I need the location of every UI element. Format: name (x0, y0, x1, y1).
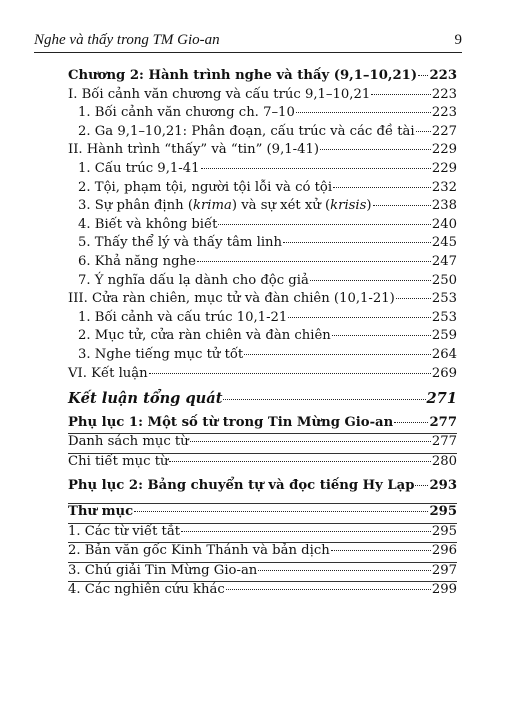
toc-entry-title: 2. Tội, phạm tội, người tội lỗi và có tội (78, 179, 333, 195)
page-number: 9 (454, 32, 462, 48)
dot-leader (197, 261, 431, 262)
toc-entry (68, 254, 457, 273)
toc-entry (68, 415, 457, 434)
toc-entry (68, 105, 457, 124)
dot-leader (416, 131, 431, 132)
toc-entry-title: 2. Ga 9,1–10,21: Phân đoạn, cấu trúc và các đề tài (78, 123, 415, 139)
toc-entry-title: 3. Chú giải Tin Mừng Gio-an (68, 562, 258, 578)
toc-entry-page: 296 (431, 543, 457, 559)
toc-entry (68, 328, 457, 347)
toc-entry (68, 562, 457, 582)
toc-entry-page: 247 (431, 253, 457, 269)
dot-leader (333, 187, 431, 188)
dot-leader (283, 242, 431, 243)
toc-entry-title-part: krisis (330, 198, 367, 214)
toc-entry-page: 223 (431, 105, 457, 121)
toc-entry (68, 390, 457, 409)
toc-entry-title: Danh sách mục từ (68, 434, 189, 450)
toc-entry-title: Phụ lục 1: Một số từ trong Tin Mừng Gio-an (68, 414, 394, 430)
toc-entry-title-part: ) và sự xét xử ( (231, 198, 331, 214)
toc-entry (68, 542, 457, 562)
toc-entry-title: 5. Thấy thể lý và thấy tâm linh (78, 235, 283, 251)
toc-entry-title: Kết luận tổng quát (68, 390, 223, 408)
toc-entry-page: 232 (431, 179, 457, 195)
toc-entry-page: 250 (431, 272, 457, 288)
toc-entry-title: 1. Bối cảnh văn chương ch. 7–10 (78, 105, 295, 121)
dot-leader (288, 317, 431, 318)
dot-leader (396, 298, 431, 299)
toc-entry-title: II. Hành trình “thấy” và “tin” (9,1-41) (68, 142, 320, 158)
toc-entry-page: 223 (429, 68, 457, 83)
dot-leader (415, 485, 428, 486)
toc-entry-page: 227 (431, 123, 457, 139)
toc-entry-title: 1. Các từ viết tắt (68, 523, 181, 539)
toc-entry (68, 366, 457, 385)
dot-leader (310, 280, 431, 281)
dot-leader (394, 422, 428, 423)
toc-entry (68, 478, 457, 497)
running-title: Nghe và thấy trong TM Gio-an (34, 32, 220, 48)
toc-entry-title: 1. Bối cảnh và cấu trúc 10,1-21 (78, 309, 288, 325)
toc-entry-title: 4. Biết và không biết (78, 216, 218, 232)
toc-entry-title-part: ) (366, 198, 372, 214)
toc-entry-title: VI. Kết luận (68, 365, 148, 381)
dot-leader (244, 354, 431, 355)
dot-leader (371, 94, 431, 95)
dot-leader (201, 168, 431, 169)
dot-leader (226, 589, 431, 590)
dot-leader (169, 461, 430, 462)
dot-leader (296, 112, 431, 113)
toc-entry-page: 229 (431, 160, 457, 176)
toc-entry (68, 217, 457, 236)
toc-entry (68, 433, 457, 453)
toc-entry (68, 124, 457, 143)
toc-entry-page: 269 (431, 365, 457, 381)
toc-entry-page: 277 (431, 434, 457, 450)
toc-entry-page: 240 (431, 216, 457, 232)
table-of-contents (68, 68, 457, 601)
toc-entry (68, 161, 457, 180)
toc-entry (68, 310, 457, 329)
toc-entry (68, 503, 457, 523)
dot-leader (218, 224, 430, 225)
dot-leader (331, 550, 431, 551)
toc-entry-title: III. Cửa ràn chiên, mục tử và đàn chiên (10,1-21) (68, 291, 395, 307)
toc-entry (68, 198, 457, 217)
toc-entry-page: 293 (429, 478, 457, 494)
toc-entry-title: 7. Ý nghĩa dấu lạ dành cho độc giả (78, 272, 309, 288)
toc-entry-title-part: krima (192, 198, 232, 214)
toc-entry-title-part: 3. Sự phân định ( (78, 198, 193, 214)
dot-leader (332, 335, 431, 336)
toc-entry-page: 229 (431, 142, 457, 158)
toc-entry-title: I. Bối cảnh văn chương và cấu trúc 9,1–10,21 (68, 86, 371, 102)
running-header (34, 30, 462, 53)
toc-entry-title (78, 198, 372, 213)
toc-entry (68, 180, 457, 199)
dot-leader (223, 399, 425, 400)
toc-entry-page: 271 (426, 390, 457, 408)
toc-entry-page: 264 (431, 346, 457, 362)
toc-entry-page: 297 (431, 562, 457, 578)
toc-entry-title: Phụ lục 2: Bảng chuyển tự và đọc tiếng Hy Lạp (68, 478, 415, 494)
toc-entry-page: 253 (431, 291, 457, 307)
toc-entry-page: 277 (429, 414, 457, 430)
toc-entry (68, 347, 457, 366)
dot-leader (320, 149, 431, 150)
toc-entry-title: 2. Bản văn gốc Kinh Thánh và bản dịch (68, 543, 330, 559)
toc-entry-title: 1. Cấu trúc 9,1-41 (78, 160, 200, 176)
dot-leader (418, 75, 428, 76)
toc-entry (68, 142, 457, 161)
toc-entry-page: 295 (429, 504, 457, 520)
toc-entry-title: 4. Các nghiên cứu khác (68, 582, 225, 598)
toc-entry-page: 223 (431, 86, 457, 102)
toc-entry-page: 259 (431, 328, 457, 344)
dot-leader (149, 373, 431, 374)
toc-entry (68, 68, 457, 87)
dot-leader (190, 441, 431, 442)
toc-entry-page: 295 (431, 523, 457, 539)
toc-entry-title: Chương 2: Hành trình nghe và thấy (9,1–10,21) (68, 68, 418, 83)
toc-entry-title: 2. Mục tử, cửa ràn chiên và đàn chiên (78, 328, 331, 344)
toc-entry-page: 299 (431, 582, 457, 598)
toc-entry-page: 238 (431, 198, 457, 214)
toc-entry (68, 235, 457, 254)
dot-leader (134, 511, 428, 512)
toc-entry-title: 3. Nghe tiếng mục tử tốt (78, 346, 244, 362)
dot-leader (181, 531, 431, 532)
dot-leader (258, 570, 431, 571)
toc-entry (68, 523, 457, 543)
toc-entry-page: 280 (431, 453, 457, 469)
toc-entry (68, 273, 457, 292)
toc-entry-title: 6. Khả năng nghe (78, 253, 196, 269)
toc-entry (68, 291, 457, 310)
toc-entry (68, 453, 457, 473)
toc-entry-page: 253 (431, 309, 457, 325)
toc-entry-title: Chi tiết mục từ (68, 453, 169, 469)
toc-entry-title: Thư mục (68, 504, 134, 520)
toc-entry-page: 245 (431, 235, 457, 251)
toc-entry (68, 581, 457, 601)
toc-entry (68, 87, 457, 106)
dot-leader (373, 205, 431, 206)
